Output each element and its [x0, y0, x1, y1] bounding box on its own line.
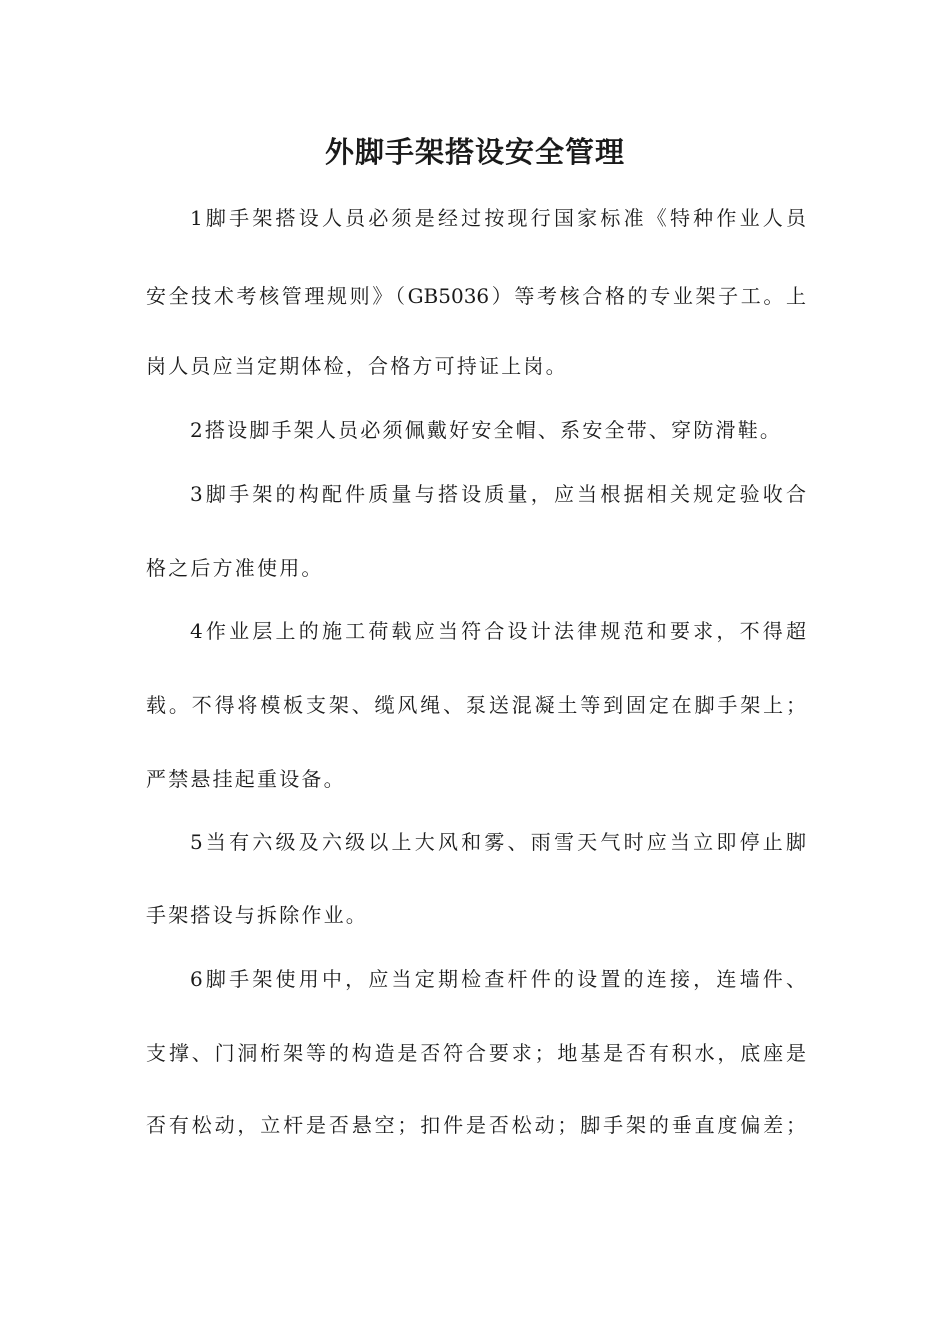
paragraph-6-line-3: 否有松动，立杆是否悬空；扣件是否松动；脚手架的垂直度偏差；: [146, 1113, 806, 1137]
paragraph-5-line-2: 手架搭设与拆除作业。: [146, 903, 368, 927]
paragraph-1-line-2: 安全技术考核管理规则》（GB5036）等考核合格的专业架子工。上: [146, 284, 806, 308]
paragraph-4-line-2: 载。不得将模板支架、缆风绳、泵送混凝土等到固定在脚手架上；: [146, 693, 806, 717]
paragraph-1-line-1: 1脚手架搭设人员必须是经过按现行国家标准《特种作业人员: [190, 206, 806, 230]
paragraph-5-line-1: 5当有六级及六级以上大风和雾、雨雪天气时应当立即停止脚: [190, 830, 806, 854]
paragraph-4-line-3: 严禁悬挂起重设备。: [146, 767, 346, 791]
paragraph-4-line-1: 4作业层上的施工荷载应当符合设计法律规范和要求，不得超: [190, 619, 806, 643]
paragraph-2-line-1: 2搭设脚手架人员必须佩戴好安全帽、系安全带、穿防滑鞋。: [190, 418, 783, 442]
paragraph-3-line-2: 格之后方准使用。: [146, 556, 324, 580]
paragraph-6-line-1: 6脚手架使用中，应当定期检查杆件的设置的连接，连墙件、: [190, 967, 806, 991]
paragraph-3-line-1: 3脚手架的构配件质量与搭设质量，应当根据相关规定验收合: [190, 482, 806, 506]
paragraph-6-line-2: 支撑、门洞桁架等的构造是否符合要求；地基是否有积水，底座是: [146, 1041, 806, 1065]
paragraph-1-line-3: 岗人员应当定期体检，合格方可持证上岗。: [146, 354, 568, 378]
document-title: 外脚手架搭设安全管理: [324, 135, 625, 169]
